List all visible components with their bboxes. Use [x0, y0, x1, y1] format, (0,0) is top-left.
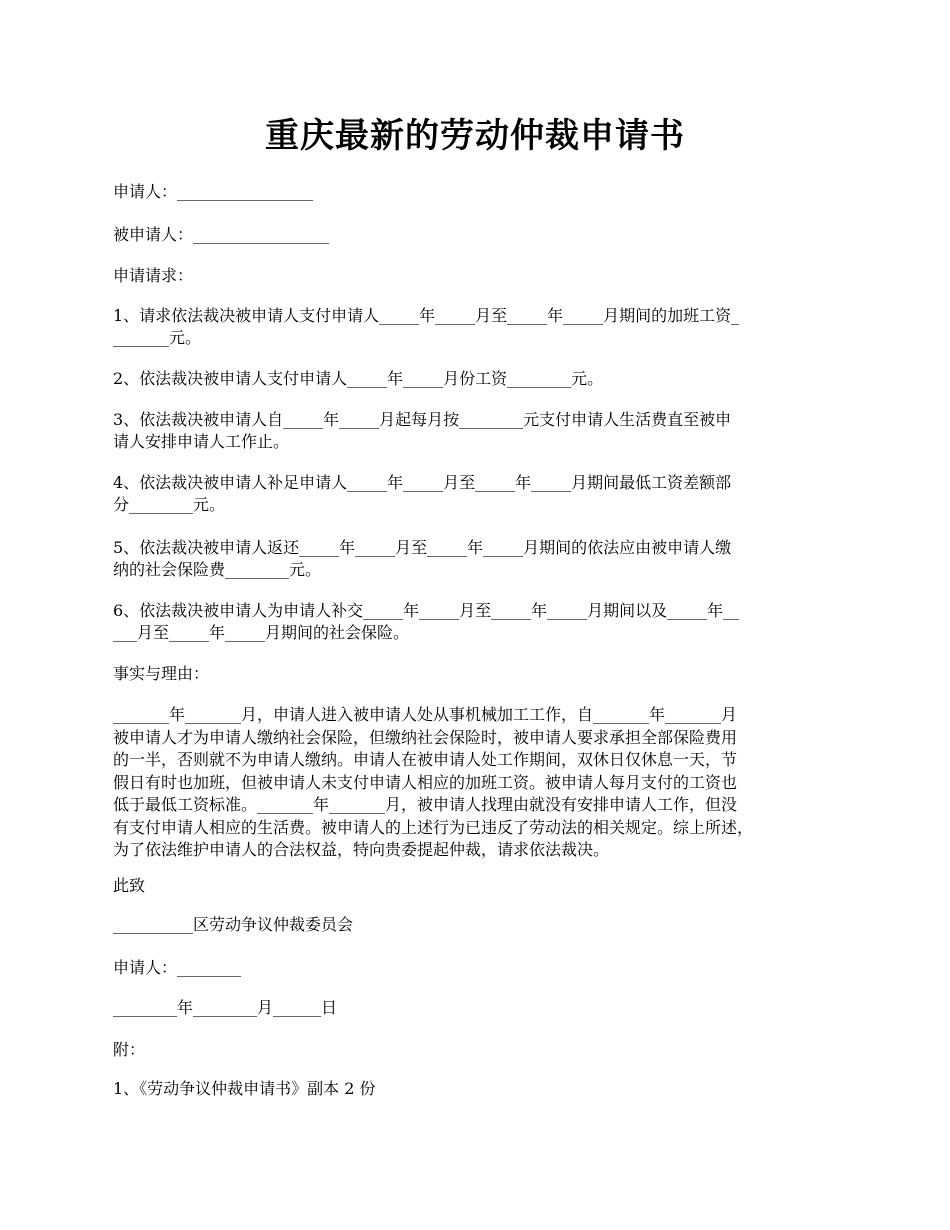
request-item: 1、请求依法裁决被申请人支付申请人_____年_____月至_____年_____月期间的加班工资_ _______元。 [113, 306, 740, 347]
request-item: 2、依法裁决被申请人支付申请人_____年_____月份工资________元。 [113, 369, 604, 388]
date-line: ________年________月______日 [113, 998, 338, 1017]
attachments-heading: 附： [113, 1040, 146, 1059]
signature-line: 申请人：________ [113, 958, 242, 977]
document-title: 重庆最新的劳动仲裁申请书 [265, 116, 685, 156]
closing-line: 此致 [113, 876, 146, 895]
request-item: 3、依法裁决被申请人自_____年_____月起每月按________元支付申请人生活费直至被申 请人安排申请人工作止。 [113, 410, 732, 451]
request-item: 5、依法裁决被申请人返还_____年_____月至_____年_____月期间的依法应由被申请人缴 纳的社会保险费________元。 [113, 538, 732, 579]
request-item: 4、依法裁决被申请人补足申请人_____年_____月至_____年_____月期间最低工资差额部 分________元。 [113, 473, 732, 514]
attachment-item: 1、《劳动争议仲裁申请书》副本 2 份 [113, 1079, 376, 1098]
applicant-line: 申请人：_________________ [113, 182, 314, 201]
facts-heading: 事实与理由： [113, 664, 210, 683]
committee-line: __________区劳动争议仲裁委员会 [113, 915, 354, 934]
requests-heading: 申请请求： [113, 266, 194, 285]
facts-body: _______年_______月，申请人进入被申请人处从事机械加工工作，自_______年_______月 被申请人才为申请人缴纳社会保险，但缴纳社会保险时，被申请人要求承担全部保险费用 的一半，否则就不为申请人缴纳。申请人在被申请人处工作期间，双休日仅休息一天，节 假日有时也加班，但被申请人未支付申请人相应的加班工资。被申请人每月支付的工资也 低于最低工资标准。_______年_______月，被申请人找理由就没有安排申请人工作，但没 有支付申请人相应的生活费。被申请人的上述行为已违反了劳动法的相关规定。综上所述， 为了依法维护申请人的合法权益，特向贵委提起仲裁，请求依法裁决。 [113, 705, 754, 859]
request-item: 6、依法裁决被申请人为申请人补交_____年_____月至_____年_____月期间以及_____年__ ___月至_____年_____月期间的社会保险。 [113, 601, 740, 642]
respondent-line: 被申请人：_________________ [113, 225, 330, 244]
